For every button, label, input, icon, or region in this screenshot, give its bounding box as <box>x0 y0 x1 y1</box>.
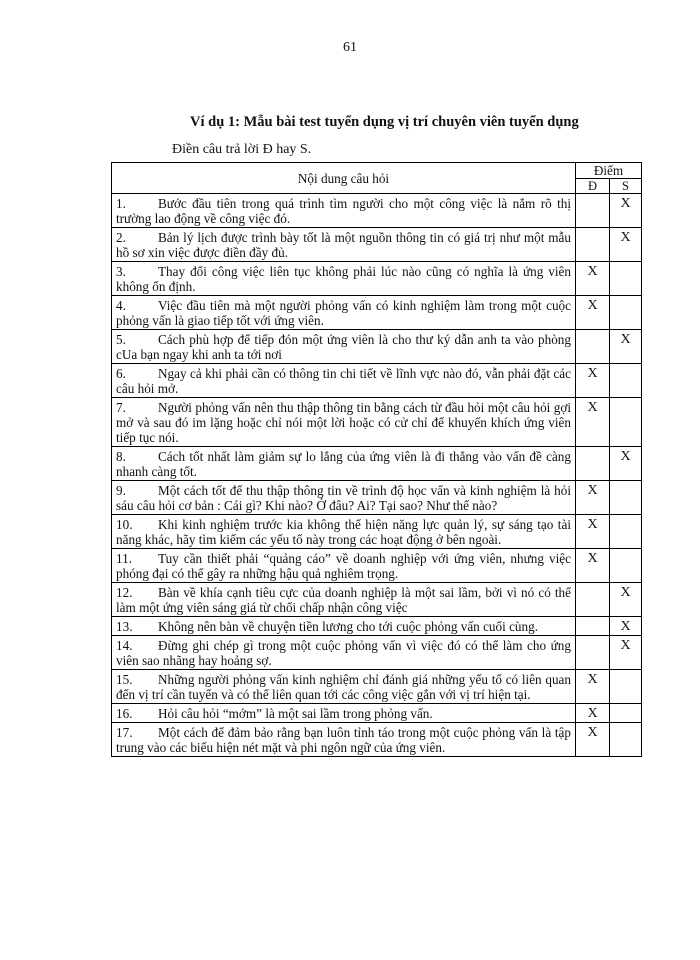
question-text: Cách phù hợp để tiếp đón một ứng viên là cho thư ký dẫn anh ta vào phòng cUa bạn ngay khi anh ta tới nơi <box>116 332 571 362</box>
question-row <box>112 723 642 757</box>
question-text: Một cách để đảm bảo rằng bạn luôn tỉnh táo trong một cuộc phỏng vấn là tập trung vào các biểu hiện nét mặt và phi ngôn ngữ của ứng viên. <box>116 725 571 755</box>
question-text: Những người phỏng vấn kinh nghiệm chỉ đánh giá những yếu tố có liên quan đến vị trí cần tuyển và có thể liên quan tới các công việc gắn với vị trí hiện tại. <box>116 672 571 702</box>
answer-true-mark <box>576 636 610 670</box>
question-number: 14. <box>116 638 133 653</box>
answer-false-mark <box>610 296 642 330</box>
question-number: 1. <box>116 196 126 211</box>
content-header: Nội dung câu hỏi <box>112 163 576 194</box>
question-row <box>112 583 642 617</box>
answer-true-mark: X <box>576 723 610 757</box>
question-cell <box>112 723 576 757</box>
answer-false-mark <box>610 704 642 723</box>
question-row <box>112 617 642 636</box>
answer-true-mark: X <box>576 262 610 296</box>
answer-true-mark <box>576 194 610 228</box>
answer-true-mark: X <box>576 364 610 398</box>
question-row <box>112 364 642 398</box>
question-text: Không nên bàn về chuyện tiền lương cho tới cuộc phỏng vấn cuối cùng. <box>158 619 538 634</box>
question-text: Tuy cần thiết phải “quảng cáo” về doanh nghiệp với ứng viên, nhưng việc phóng đại có thể gây ra những hậu quả nghiêm trọng. <box>116 551 571 581</box>
question-row <box>112 262 642 296</box>
question-number: 16. <box>116 706 133 721</box>
question-text: Cách tốt nhất làm giảm sự lo lắng của ứng viên là đi thẳng vào vấn đề càng nhanh càng tốt. <box>116 449 571 479</box>
answer-false-mark: X <box>610 228 642 262</box>
answer-true-mark <box>576 447 610 481</box>
answer-false-mark: X <box>610 330 642 364</box>
quiz-body <box>112 194 642 757</box>
answer-false-mark <box>610 481 642 515</box>
question-number: 2. <box>116 230 126 245</box>
answer-true-mark <box>576 617 610 636</box>
question-cell <box>112 704 576 723</box>
question-number: 10. <box>116 517 133 532</box>
answer-true-mark: X <box>576 704 610 723</box>
question-number: 3. <box>116 264 126 279</box>
question-row <box>112 704 642 723</box>
question-row <box>112 398 642 447</box>
answer-true-mark: X <box>576 296 610 330</box>
question-cell <box>112 670 576 704</box>
question-number: 8. <box>116 449 126 464</box>
question-number: 13. <box>116 619 133 634</box>
question-text: Thay đổi công việc liên tục không phải lúc nào cũng có nghĩa là ứng viên không ổn định. <box>116 264 571 294</box>
question-text: Người phỏng vấn nên thu thập thông tin bằng cách từ đầu hỏi một câu hỏi gợi mở và sau đó im lặng hoặc chỉ nói một lời hoặc có cử chỉ để khuyến khích ứng viên tiếp tục nói. <box>116 400 571 445</box>
answer-false-mark <box>610 670 642 704</box>
question-row <box>112 515 642 549</box>
question-number: 17. <box>116 725 133 740</box>
question-row <box>112 296 642 330</box>
answer-false-mark: X <box>610 194 642 228</box>
question-text: Ngay cả khi phải cần có thông tin chi tiết về lĩnh vực nào đó, vẫn phải đặt các câu hỏi mở. <box>116 366 571 396</box>
question-number: 4. <box>116 298 126 313</box>
question-cell <box>112 481 576 515</box>
question-cell <box>112 636 576 670</box>
question-text: Hỏi câu hỏi “mớm” là một sai lầm trong phỏng vấn. <box>158 706 433 721</box>
question-cell <box>112 398 576 447</box>
answer-false-mark: X <box>610 447 642 481</box>
answer-false-mark: X <box>610 636 642 670</box>
question-cell <box>112 617 576 636</box>
answer-true-mark <box>576 228 610 262</box>
answer-true-mark: X <box>576 670 610 704</box>
question-cell <box>112 515 576 549</box>
answer-true-mark: X <box>576 398 610 447</box>
question-text: Bản lý lịch được trình bày tốt là một nguồn thông tin có giá trị như một mẫu hồ sơ xin việc được điền đầy đủ. <box>116 230 571 260</box>
question-text: Việc đầu tiên mà một người phỏng vấn có kinh nghiệm làm trong một cuộc phỏng vấn là giao tiếp tốt với ứng viên. <box>116 298 571 328</box>
question-cell <box>112 364 576 398</box>
question-row <box>112 636 642 670</box>
false-header: S <box>610 179 642 194</box>
question-text: Đừng ghi chép gì trong một cuộc phỏng vấn vì việc đó có thể làm cho ứng viên sao nhãng hay hoảng sợ. <box>116 638 571 668</box>
question-row <box>112 330 642 364</box>
question-cell <box>112 194 576 228</box>
question-cell <box>112 262 576 296</box>
quiz-table <box>111 162 642 757</box>
question-row <box>112 228 642 262</box>
answer-false-mark <box>610 549 642 583</box>
answer-true-mark <box>576 330 610 364</box>
question-row <box>112 481 642 515</box>
question-number: 6. <box>116 366 126 381</box>
question-row <box>112 549 642 583</box>
question-text: Bước đầu tiên trong quá trình tìm người cho một công việc là nắm rõ thị trường lao động về công việc đó. <box>116 196 571 226</box>
question-number: 7. <box>116 400 126 415</box>
question-number: 15. <box>116 672 133 687</box>
question-cell <box>112 296 576 330</box>
question-cell <box>112 549 576 583</box>
answer-false-mark <box>610 364 642 398</box>
instruction-text: Điền câu trả lời Đ hay S. <box>172 142 312 157</box>
question-text: Một cách tốt để thu thập thông tin về trình độ học vấn và kinh nghiệm là hỏi sáu câu hỏi cơ bản : Cái gì? Khi nào? Ở đâu? Ai? Tại sao? Như thế nào? <box>116 483 571 513</box>
answer-false-mark <box>610 262 642 296</box>
answer-false-mark <box>610 723 642 757</box>
answer-false-mark: X <box>610 583 642 617</box>
question-cell <box>112 330 576 364</box>
question-number: 5. <box>116 332 126 347</box>
answer-true-mark: X <box>576 515 610 549</box>
answer-true-mark: X <box>576 549 610 583</box>
example-title: Ví dụ 1: Mẫu bài test tuyển dụng vị trí chuyên viên tuyển dụng <box>190 114 579 130</box>
question-row <box>112 670 642 704</box>
answer-false-mark <box>610 515 642 549</box>
question-number: 11. <box>116 551 132 566</box>
answer-true-mark: X <box>576 481 610 515</box>
question-number: 9. <box>116 483 126 498</box>
question-number: 12. <box>116 585 133 600</box>
question-text: Bàn về khía cạnh tiêu cực của doanh nghiệp là một sai lầm, bởi vì nó có thể làm một ứng viên sáng giá từ chối chấp nhận công việc <box>116 585 571 615</box>
score-header: Điểm <box>576 163 642 179</box>
answer-false-mark: X <box>610 617 642 636</box>
page-number: 61 <box>343 40 357 55</box>
answer-true-mark <box>576 583 610 617</box>
answer-false-mark <box>610 398 642 447</box>
question-cell <box>112 583 576 617</box>
question-row <box>112 194 642 228</box>
true-header: Đ <box>576 179 610 194</box>
question-row <box>112 447 642 481</box>
question-cell <box>112 447 576 481</box>
question-text: Khi kinh nghiệm trước kia không thể hiện năng lực quản lý, sự sáng tạo tài năng khác, hãy tìm kiếm các yếu tố này trong các hoạt động ở bên ngoài. <box>116 517 571 547</box>
question-cell <box>112 228 576 262</box>
